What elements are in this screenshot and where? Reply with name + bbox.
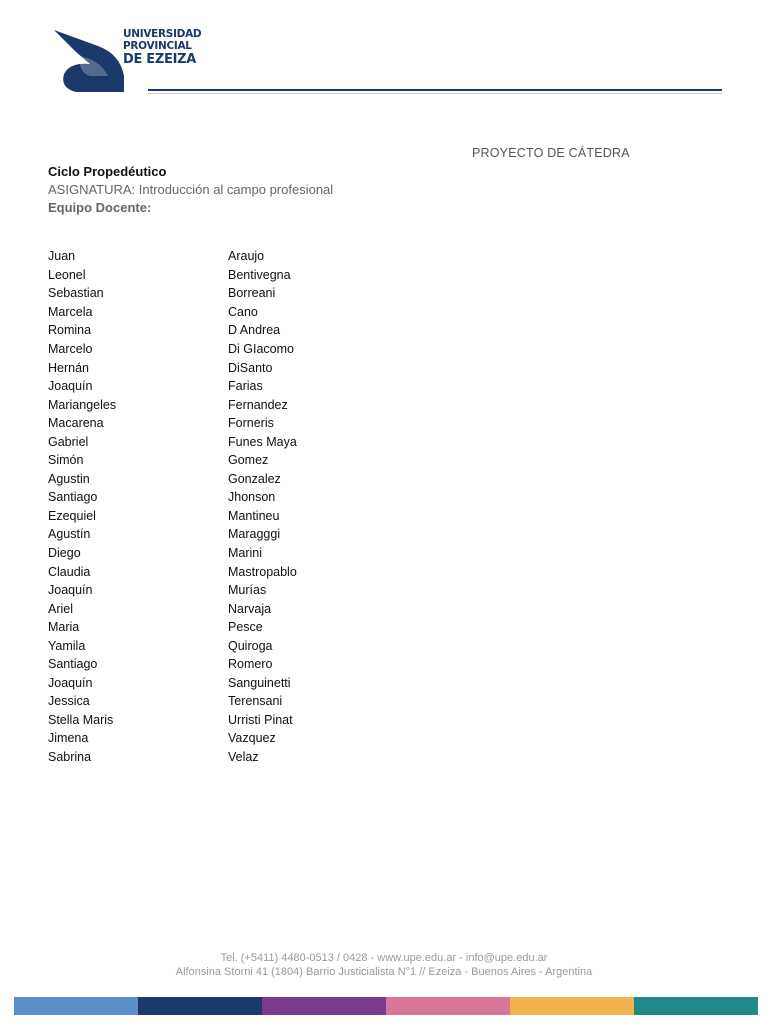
list-item: [48, 544, 448, 563]
team-roster: [48, 247, 448, 766]
last-name: Araujo: [228, 249, 265, 264]
last-name: Quiroga: [228, 638, 273, 653]
color-bar-segment: [138, 997, 262, 1015]
list-item: [48, 470, 448, 489]
list-item: [48, 599, 448, 618]
color-bar-segment: [262, 997, 386, 1015]
last-name: DiSanto: [228, 360, 273, 375]
first-name: Ezequiel: [48, 508, 96, 523]
last-name: Di GIacomo: [228, 342, 294, 356]
cycle-title: Ciclo Propedéutico: [48, 164, 167, 179]
footer-color-bar: [14, 997, 758, 1015]
last-name: Narvaja: [228, 601, 272, 616]
last-name: Gonzalez: [228, 471, 281, 486]
first-name: Agustin: [48, 471, 90, 486]
first-name: Marcelo: [48, 342, 93, 356]
first-name: Yamila: [48, 638, 86, 653]
last-name: Murías: [228, 583, 267, 598]
project-label: PROYECTO DE CÁTEDRA: [472, 146, 630, 160]
list-item: [48, 303, 448, 322]
list-item: [48, 266, 448, 285]
list-item: [48, 655, 448, 674]
list-item: [48, 562, 448, 581]
list-item: [48, 432, 448, 451]
list-item: [48, 488, 448, 507]
color-bar-segment: [14, 997, 138, 1015]
logo-line-2: PROVINCIAL: [123, 40, 192, 52]
first-name: Hernán: [48, 360, 89, 375]
color-bar-segment: [386, 997, 510, 1015]
logo-line-1: UNIVERSIDAD: [123, 28, 202, 40]
first-name: Stella Maris: [48, 712, 114, 727]
list-item: [48, 395, 448, 414]
last-name: Maragggi: [228, 527, 281, 542]
last-name: Farias: [228, 379, 263, 394]
last-name: Fernandez: [228, 397, 288, 412]
last-name: Vazquez: [228, 731, 276, 746]
first-name: Joaquín: [48, 583, 93, 598]
list-item: [48, 414, 448, 433]
last-name: Marini: [228, 546, 263, 561]
first-name: Macarena: [48, 416, 104, 431]
list-item: [48, 284, 448, 303]
header-divider: [148, 89, 722, 91]
list-item: [48, 711, 448, 730]
list-item: [48, 692, 448, 711]
first-name: Joaquín: [48, 379, 93, 394]
last-name: Velaz: [228, 750, 259, 765]
footer-address: Alfonsina Storni 41 (1804) Barrio Justicialista N°1 // Ezeiza - Buenos Aires - Argentina: [175, 966, 593, 978]
first-name: Sebastian: [48, 286, 104, 301]
list-item: [48, 358, 448, 377]
list-item: [48, 340, 448, 359]
list-item: [48, 674, 448, 693]
first-name: Mariangeles: [48, 397, 117, 412]
first-name: Marcela: [48, 304, 93, 319]
subject-line: ASIGNATURA: Introducción al campo profesional: [48, 182, 334, 197]
list-item: [48, 748, 448, 767]
last-name: Sanguinetti: [228, 675, 291, 690]
list-item: [48, 636, 448, 655]
last-name: Funes Maya: [228, 434, 297, 449]
first-name: Ariel: [48, 601, 74, 616]
list-item: [48, 247, 448, 266]
first-name: Claudia: [48, 564, 91, 579]
last-name: Bentivegna: [228, 267, 291, 282]
list-item: [48, 377, 448, 396]
first-name: Gabriel: [48, 434, 89, 449]
color-bar-segment: [634, 997, 758, 1015]
first-name: Romina: [48, 323, 92, 338]
last-name: Gomez: [228, 453, 269, 468]
color-bar-segment: [510, 997, 634, 1015]
first-name: Simón: [48, 453, 84, 468]
last-name: Pesce: [228, 620, 263, 635]
last-name: Mastropablo: [228, 564, 297, 579]
last-name: Terensani: [228, 694, 283, 709]
last-name: Romero: [228, 657, 273, 672]
list-item: [48, 729, 448, 748]
university-logo-wordmark: [123, 28, 223, 67]
first-name: Juan: [48, 249, 76, 264]
first-name: Agustín: [48, 527, 91, 542]
list-item: [48, 581, 448, 600]
first-name: Jessica: [48, 694, 90, 709]
last-name: Urristi Pinat: [228, 712, 293, 727]
list-item: [48, 451, 448, 470]
first-name: Santiago: [48, 657, 98, 672]
last-name: Cano: [228, 304, 258, 319]
list-item: [48, 525, 448, 544]
list-item: [48, 618, 448, 637]
first-name: Leonel: [48, 267, 86, 282]
team-label: Equipo Docente:: [48, 200, 152, 215]
first-name: Maria: [48, 620, 80, 635]
last-name: Borreani: [228, 286, 276, 301]
first-name: Santiago: [48, 490, 98, 505]
last-name: Jhonson: [228, 490, 276, 505]
logo-line-3: DE EZEIZA: [123, 52, 197, 67]
list-item: [48, 321, 448, 340]
first-name: Diego: [48, 546, 81, 561]
list-item: [48, 507, 448, 526]
last-name: Forneris: [228, 416, 274, 431]
last-name: D Andrea: [228, 323, 281, 338]
last-name: Mantineu: [228, 508, 280, 523]
first-name: Joaquín: [48, 675, 93, 690]
first-name: Jimena: [48, 731, 89, 746]
first-name: Sabrina: [48, 750, 92, 765]
header-divider-secondary: [148, 93, 722, 94]
footer-contact: Tel. (+5411) 4480-0513 / 0428 - www.upe.edu.ar - info@upe.edu.ar: [220, 952, 548, 964]
